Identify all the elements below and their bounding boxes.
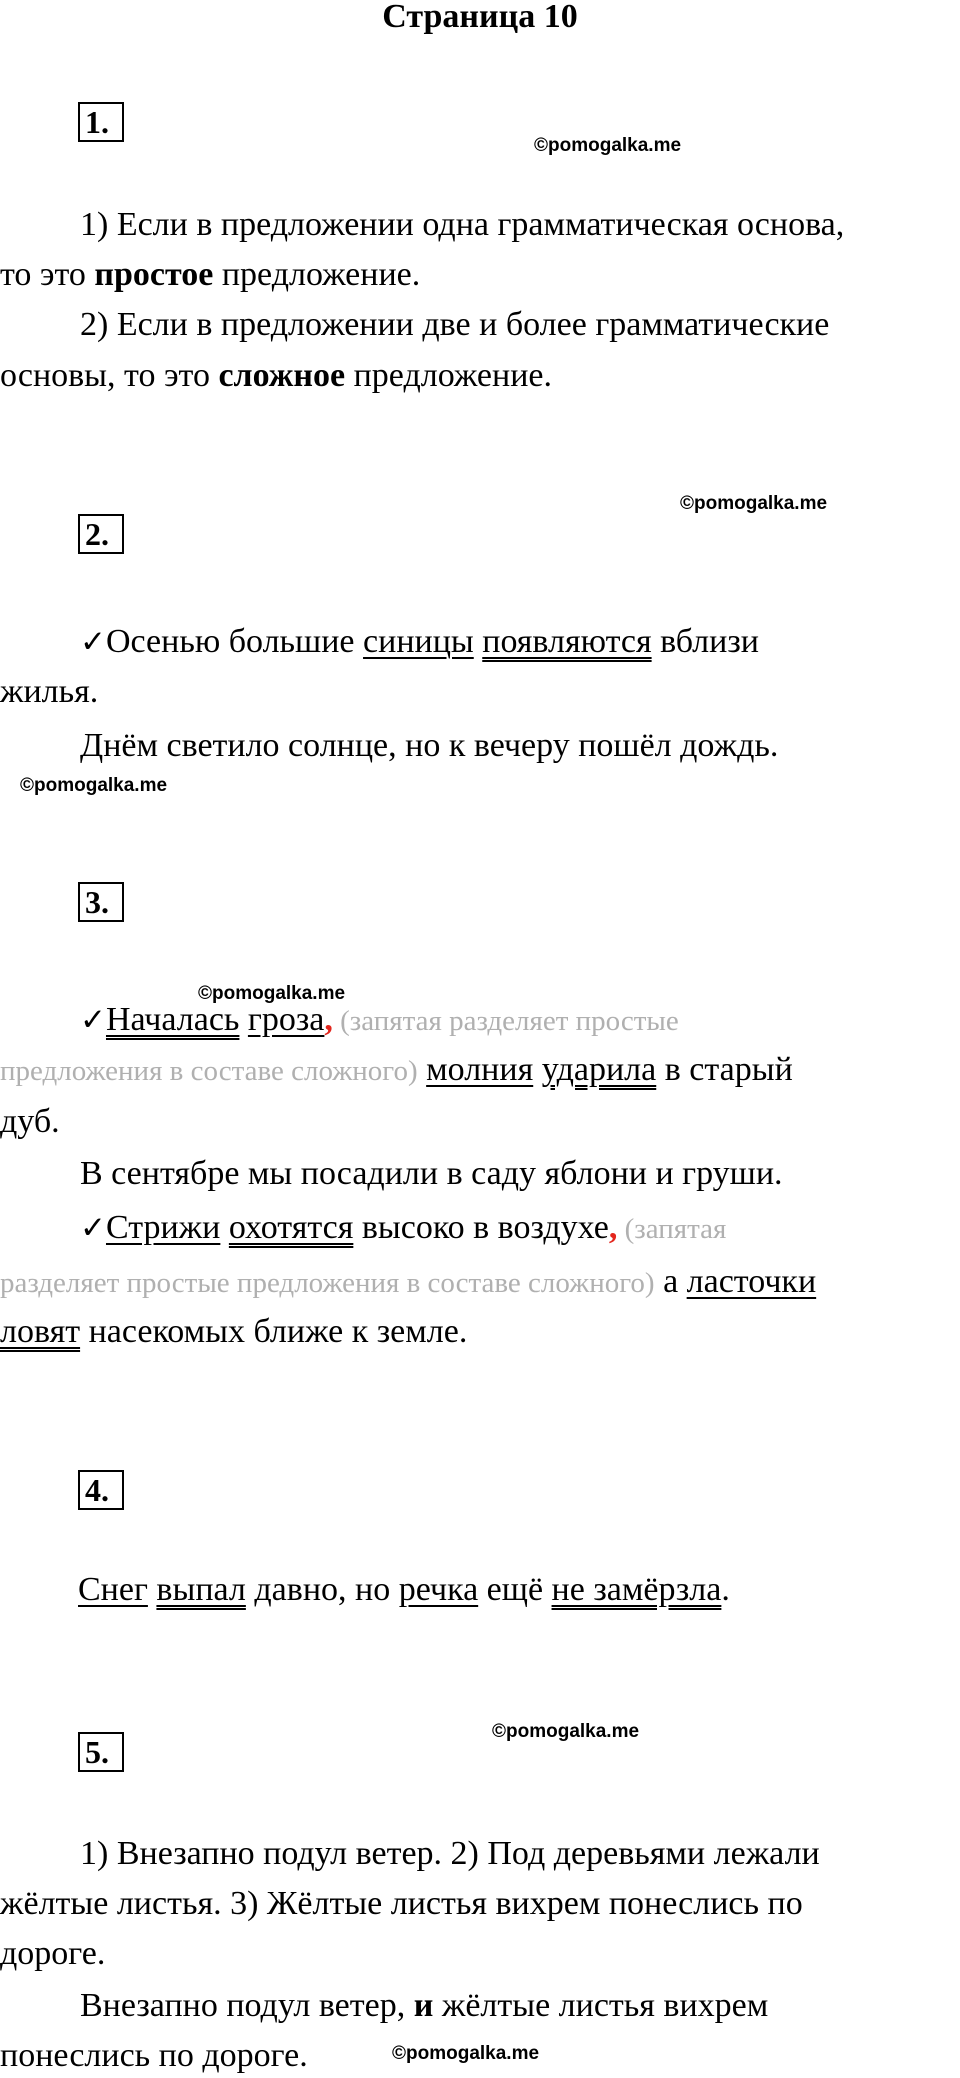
subject: синицы	[363, 623, 474, 660]
note: (запятая	[617, 1213, 727, 1245]
text: Внезапно подул ветер,	[80, 1987, 414, 2024]
subject: ласточки	[686, 1263, 817, 1300]
text: Осенью большие	[105, 623, 364, 660]
task3-line-4: В сентябре мы посадили в саду яблони и груши.	[80, 1155, 783, 1192]
text: насекомых ближе к земле.	[80, 1313, 468, 1350]
task5-line-4	[80, 1986, 768, 2026]
subject: Стрижи	[105, 1209, 221, 1246]
text: основы, то это	[0, 357, 219, 394]
text: жёлтые листья вихрем	[433, 1987, 769, 2024]
predicate: выпал	[156, 1571, 246, 1608]
task5-line-1: 1) Внезапно подул ветер. 2) Под деревьями лежали	[80, 1835, 820, 1872]
task2-line-1	[80, 622, 759, 662]
watermark: ©pomogalka.me	[198, 983, 346, 1004]
watermark: ©pomogalka.me	[534, 135, 682, 156]
text: предложение.	[345, 357, 552, 394]
subject: гроза	[247, 1001, 325, 1038]
subject: речка	[398, 1571, 479, 1608]
task1-line-2	[0, 255, 420, 295]
predicate: охотятся	[228, 1209, 354, 1246]
term-complex: сложное	[218, 357, 346, 394]
text: то это	[0, 256, 95, 293]
term-simple: простое	[94, 256, 214, 293]
task3-line-6	[0, 1262, 816, 1303]
conjunction: и	[413, 1987, 434, 2024]
red-comma: ,	[608, 1209, 618, 1246]
watermark: ©pomogalka.me	[680, 493, 828, 514]
predicate: появляются	[482, 623, 652, 660]
task1-line-3: 2) Если в предложении две и более грамматические	[80, 306, 830, 343]
task5-line-5: понеслись по дороге.	[0, 2037, 308, 2074]
text: в старый	[656, 1051, 793, 1088]
task3-line-5	[80, 1208, 726, 1249]
predicate: Началась	[105, 1001, 240, 1038]
task4-line-1	[78, 1570, 730, 1610]
checkmark-icon: ✓	[80, 1002, 106, 1038]
note: разделяет простые предложения в составе сложного)	[0, 1267, 655, 1299]
task-number-3: 3.	[78, 882, 124, 922]
checkmark-icon: ✓	[80, 624, 106, 660]
task3-line-1	[80, 1000, 679, 1041]
subject: молния	[426, 1051, 534, 1088]
predicate: ловят	[0, 1313, 81, 1350]
text: а	[654, 1263, 687, 1300]
red-comma: ,	[324, 1001, 333, 1038]
task1-line-4	[0, 356, 552, 396]
note: предложения в составе сложного)	[0, 1055, 418, 1087]
watermark: ©pomogalka.me	[392, 2043, 540, 2064]
text: вблизи	[651, 623, 759, 660]
task-number-4: 4.	[78, 1470, 124, 1510]
text: .	[721, 1571, 730, 1608]
predicate: не замёрзла	[551, 1571, 722, 1608]
task-number-2: 2.	[78, 514, 124, 554]
task-number-1: 1.	[78, 102, 124, 142]
text: давно, но	[245, 1571, 399, 1608]
watermark: ©pomogalka.me	[492, 1721, 640, 1742]
task-number-5: 5.	[78, 1732, 124, 1772]
watermark: ©pomogalka.me	[20, 775, 168, 796]
note: (запятая разделяет простые	[332, 1005, 679, 1037]
task1-line-1: 1) Если в предложении одна грамматическая основа,	[80, 206, 845, 243]
text	[474, 623, 483, 660]
text: высоко в воздухе	[353, 1209, 609, 1246]
task5-line-3: дороге.	[0, 1935, 106, 1972]
text: ещё	[478, 1571, 552, 1608]
task3-line-7	[0, 1312, 467, 1352]
subject: Снег	[78, 1571, 148, 1608]
task2-line-2: жилья.	[0, 673, 99, 710]
checkmark-icon: ✓	[80, 1210, 106, 1246]
task2-line-3: Днём светило солнце, но к вечеру пошёл дождь.	[80, 727, 779, 764]
predicate: ударила	[541, 1051, 657, 1088]
task5-line-2: жёлтые листья. 3) Жёлтые листья вихрем понеслись по	[0, 1885, 803, 1922]
page-title: Страница 10	[382, 0, 578, 35]
task3-line-3: дуб.	[0, 1103, 60, 1140]
text: предложение.	[213, 256, 421, 293]
task3-line-2	[0, 1050, 793, 1091]
